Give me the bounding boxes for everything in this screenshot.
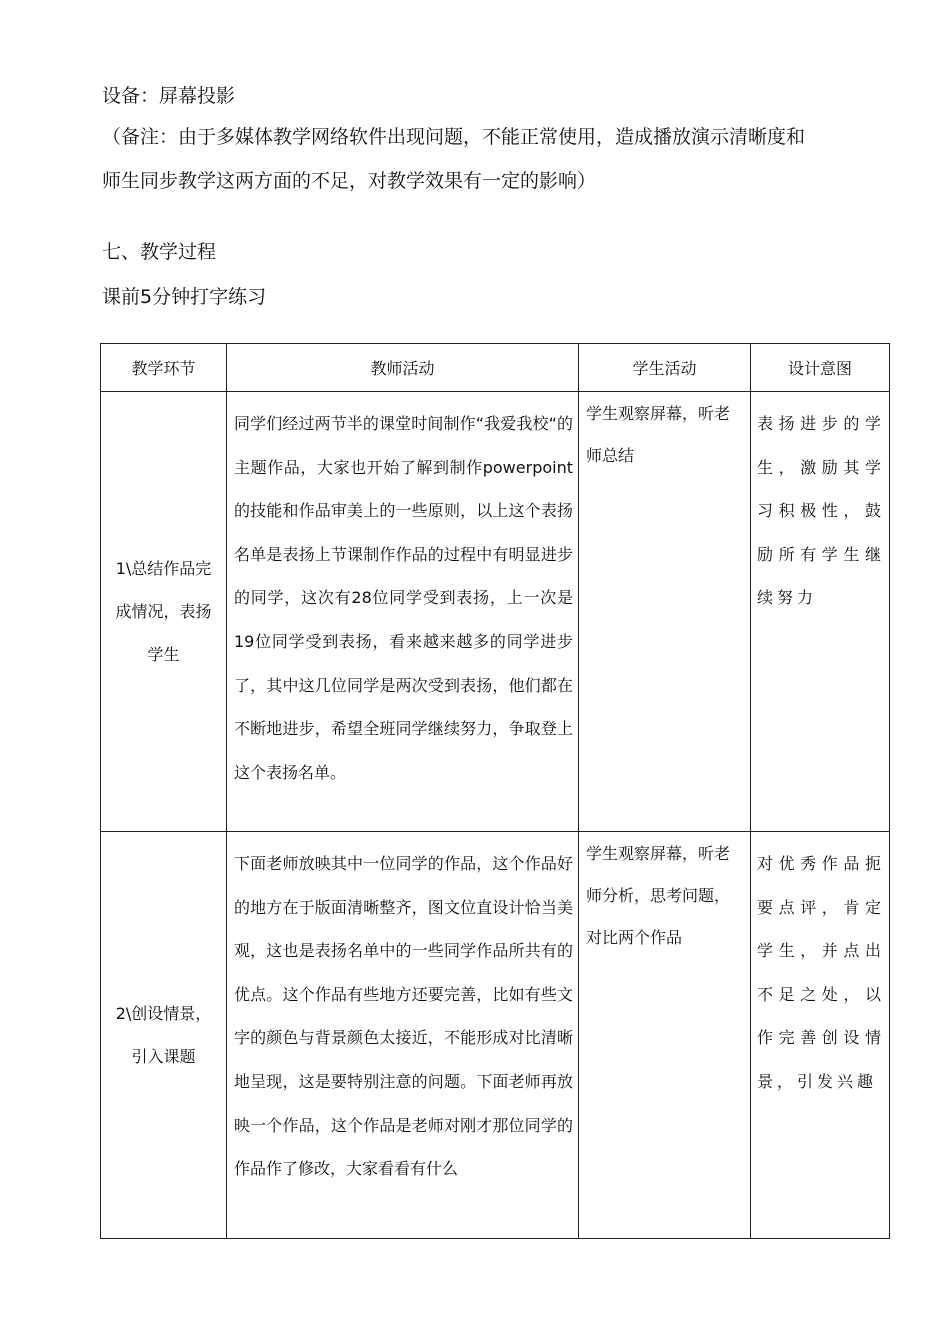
teacher-cell: 下面老师放映其中一位同学的作品，这个作品好的地方在于版面清晰整齐，图文位直设计恰当美观，这也是表扬名单中的一些同学作品所共有的优点。这个作品有些地方还要完善，比如有些文字的颜色与背景颜色太接近，不能形成对比清晰地呈现，这是要特别注意的问题。下面老师再放映一个作品，这个作品是老师对刚才那位同学的作品作了修改，大家看看有什么 (227, 832, 579, 1239)
stage-text: 1\总结作品完成情况，表扬学生 (115, 559, 212, 664)
teaching-process-table (100, 343, 890, 1239)
stage-cell (101, 392, 227, 832)
intent-cell: 表扬进步的学生，激励其学习积极性，鼓励所有学生继续努力 (751, 392, 890, 832)
stage-text: 2\创设情景，引入课题 (115, 1004, 212, 1066)
teacher-cell: 同学们经过两节半的课堂时间制作“我爱我校“的主题作品，大家也开始了解到制作powerpoint的技能和作品审美上的一些原则，以上这个表扬名单是表扬上节课制作作品的过程中有明显进步的同学，这次有28位同学受到表扬，上一次是19位同学受到表扬，看来越来越多的同学进步了，其中这几位同学是两次受到表扬，他们都在不断地进步，希望全班同学继续努力，争取登上这个表扬名单。 (227, 392, 579, 832)
student-line: 学生观察屏幕，听老 (586, 844, 731, 863)
table-header-row (101, 344, 890, 392)
table-row (101, 832, 890, 1239)
student-line: 师分析，思考问题， (586, 886, 731, 905)
header-student: 学生活动 (579, 344, 751, 392)
table-row (101, 392, 890, 832)
student-cell (579, 832, 751, 1239)
header-stage: 教学环节 (101, 344, 227, 392)
header-teacher: 教师活动 (227, 344, 579, 392)
note-paragraph: （备注：由于多媒体教学网络软件出现问题，不能正常使用，造成播放演示清晰度和师生同步教学这两方面的不足，对教学效果有一定的影响） (102, 126, 806, 192)
student-line: 对比两个作品 (586, 928, 683, 947)
student-cell (579, 392, 751, 832)
header-intent: 设计意图 (751, 344, 890, 392)
student-line: 学生观察屏幕，听老 (586, 404, 731, 423)
stage-cell (101, 832, 227, 1239)
subtitle: 课前5分钟打字练习 (102, 286, 267, 308)
equipment-line: 设备：屏幕投影 (102, 85, 236, 107)
student-line: 师总结 (586, 446, 635, 465)
intent-cell: 对优秀作品扼要点评，肯定学生，并点出不足之处，以作完善创设情景，引发兴趣 (751, 832, 890, 1239)
section-title: 七、教学过程 (102, 241, 217, 263)
